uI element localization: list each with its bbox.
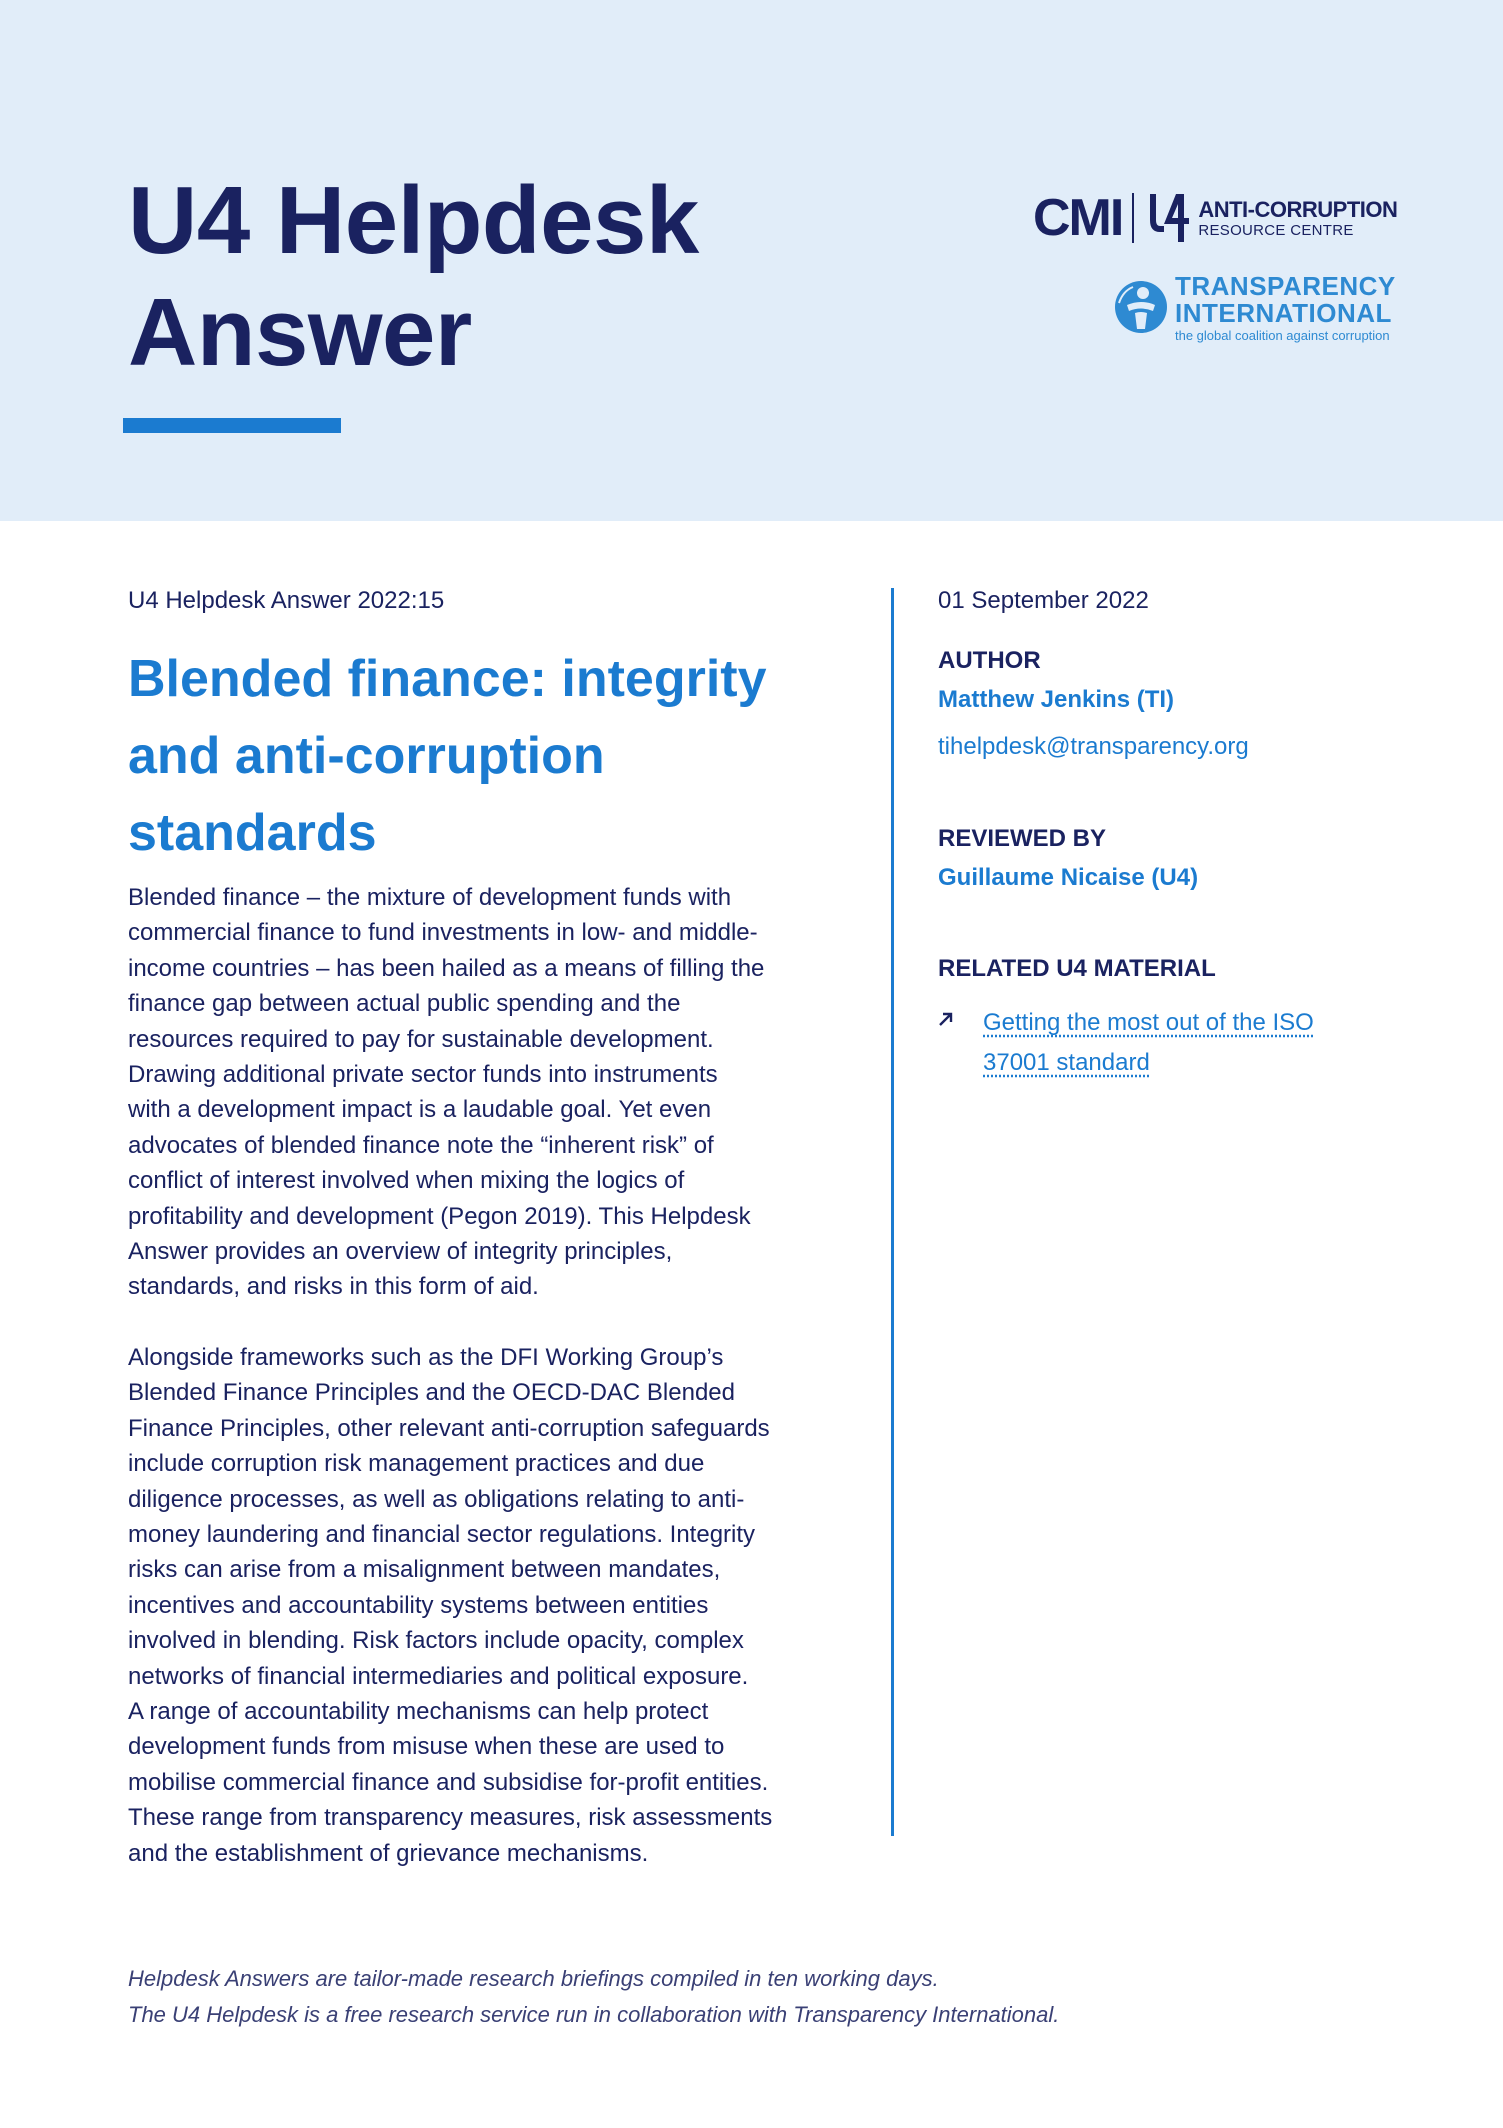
resource-centre-line: RESOURCE CENTRE: [1198, 221, 1354, 239]
footer-note: [128, 1961, 1059, 2033]
logo-divider: [1132, 193, 1134, 243]
document-number: U4 Helpdesk Answer 2022:15: [128, 587, 445, 614]
ti-globe-icon: [1113, 279, 1169, 335]
ti-transparency-line: TRANSPARENCY: [1175, 270, 1396, 301]
external-link-arrow-icon: [936, 1009, 956, 1029]
author-label: AUTHOR: [938, 647, 1041, 674]
anti-corruption-text: [1198, 196, 1398, 239]
related-material-link[interactable]: Getting the most out of the ISO 37001 standard: [983, 1009, 1314, 1076]
reviewed-by-label: REVIEWED BY: [938, 825, 1107, 852]
summary-paragraph-2: Alongside frameworks such as the DFI Working Group’s Blended Finance Principles and the OECD-DAC Blended Finance Principles, other relevant anti-corruption safeguards include corruption risk management practices and due diligence processes, as well as obligations relating to anti- money laundering and financial sector regulations. Integrity risks can arise from a misalignment between mandates, incentives and accountability systems between entities involved in blending. Risk factors include opacity, complex networks of financial intermediaries and political exposure. A range of accountability mechanisms can help protect development funds from misuse when these are used to mobilise commercial finance and subsidise for-profit entities. These range from transparency measures, risk assessments and the establishment of grievance mechanisms.: [128, 1344, 773, 1867]
footer-line-2: The U4 Helpdesk is a free research service run in collaboration with Transparency International.: [128, 2002, 1060, 2027]
ti-international-line: INTERNATIONAL: [1175, 297, 1392, 328]
author-name: Matthew Jenkins (TI): [938, 686, 1175, 713]
publication-date: 01 September 2022: [938, 587, 1149, 614]
reviewer-name: Guillaume Nicaise (U4): [938, 864, 1199, 891]
cmi-u4-logo: [1033, 189, 1397, 247]
anti-corruption-line: ANTI-CORRUPTION: [1198, 196, 1398, 222]
title-underline: [123, 418, 341, 433]
related-material-label: RELATED U4 MATERIAL: [938, 955, 1216, 982]
ti-logo-text: [1175, 270, 1396, 343]
summary-paragraph-1: Blended finance – the mixture of development funds with commercial finance to fund investments in low- and middle- income countries – has been hailed as a means of filling the finance gap between actual public spending and the resources required to pay for sustainable development. Drawing additional private sector funds into instruments with a development impact is a laudable goal. Yet even advocates of blended finance note the “inherent risk” of conflict of interest involved when mixing the logics of profitability and development (Pegon 2019). This Helpdesk Answer provides an overview of integrity principles, standards, and risks in this form of aid.: [128, 884, 765, 1301]
transparency-international-logo: [1113, 271, 1396, 343]
author-email[interactable]: tihelpdesk@transparency.org: [938, 733, 1249, 760]
footer-line-1: Helpdesk Answers are tailor-made research briefings compiled in ten working days.: [128, 1966, 939, 1991]
u4-logo-icon: [1146, 190, 1192, 246]
column-divider: [891, 588, 894, 1836]
document-title: Blended finance: integrity and anti-corruption standards: [128, 650, 767, 862]
cmi-logo-text: CMI: [1033, 189, 1123, 247]
series-title: U4 Helpdesk Answer: [128, 167, 699, 386]
header-banner: [0, 0, 1503, 521]
ti-tagline: the global coalition against corruption: [1175, 327, 1390, 343]
